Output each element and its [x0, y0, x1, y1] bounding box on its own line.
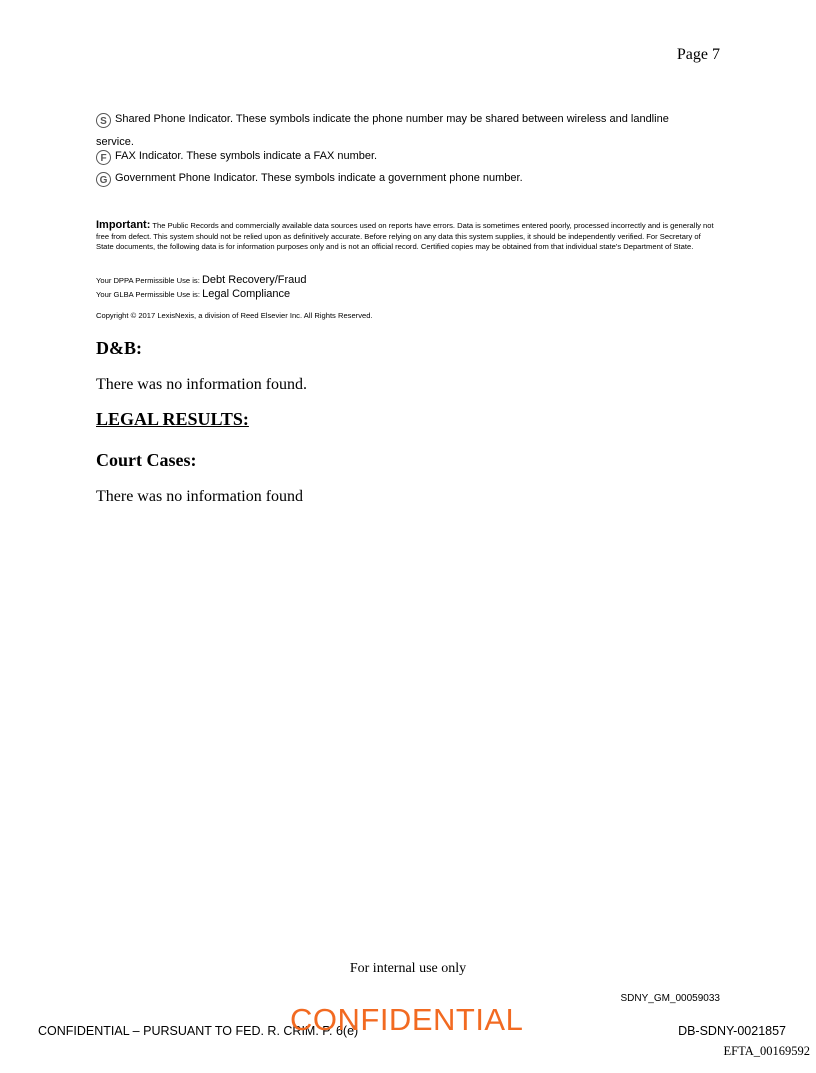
important-disclaimer: [96, 218, 714, 252]
db-no-info-text: There was no information found.: [96, 376, 308, 393]
db-heading: D&B:: [96, 338, 142, 358]
government-phone-icon: G: [96, 172, 111, 187]
dppa-permissible-use: [96, 274, 307, 286]
dppa-value: Debt Recovery/Fraud: [201, 274, 307, 286]
dppa-label: Your DPPA Permissible Use is:: [96, 276, 200, 285]
fax-indicator: [96, 150, 377, 165]
important-text: The Public Records and commercially available data sources used on reports have errors. Data is sometimes entered poorly, processed incorrectly and is generally not free from defect. This system should not be relied upon as definitively accurate. Before relying on any data this system supplies, it should be independently verified. For Secretary of State documents, the following data is for information purposes only and is not an official record. Certified copies may be obtained from that individual state's Department of State.: [96, 221, 714, 252]
shared-phone-indicator: [96, 113, 669, 128]
bates-db-sdny: DB-SDNY-0021857: [678, 1024, 786, 1038]
government-phone-text: Government Phone Indicator. These symbols indicate a government phone number.: [115, 172, 523, 184]
bates-sdny-gm: SDNY_GM_00059033: [620, 993, 720, 1004]
fax-icon: F: [96, 150, 111, 165]
shared-phone-icon: S: [96, 113, 111, 128]
glba-label: Your GLBA Permissible Use is:: [96, 290, 200, 299]
efta-number: EFTA_00169592: [723, 1044, 810, 1058]
legal-results-heading: LEGAL RESULTS:: [96, 409, 249, 429]
court-cases-heading: Court Cases:: [96, 450, 197, 470]
confidential-rule-note: CONFIDENTIAL – PURSUANT TO FED. R. CRIM. P. 6(e): [38, 1024, 359, 1038]
copyright-notice: Copyright © 2017 LexisNexis, a division of Reed Elsevier Inc. All Rights Reserved.: [96, 311, 373, 320]
government-phone-indicator: [96, 172, 523, 187]
shared-phone-text-cont: service.: [96, 136, 134, 148]
glba-permissible-use: [96, 288, 290, 300]
court-no-info-text: There was no information found: [96, 488, 304, 505]
shared-phone-text: Shared Phone Indicator. These symbols indicate the phone number may be shared between wireless and landline: [115, 113, 669, 125]
important-label: Important:: [96, 219, 151, 231]
glba-value: Legal Compliance: [202, 288, 291, 300]
page-number: Page 7: [676, 46, 720, 63]
internal-use-note: For internal use only: [349, 961, 467, 976]
confidential-stamp: CONFIDENTIAL: [290, 1002, 524, 1037]
fax-text: FAX Indicator. These symbols indicate a FAX number.: [115, 150, 378, 162]
